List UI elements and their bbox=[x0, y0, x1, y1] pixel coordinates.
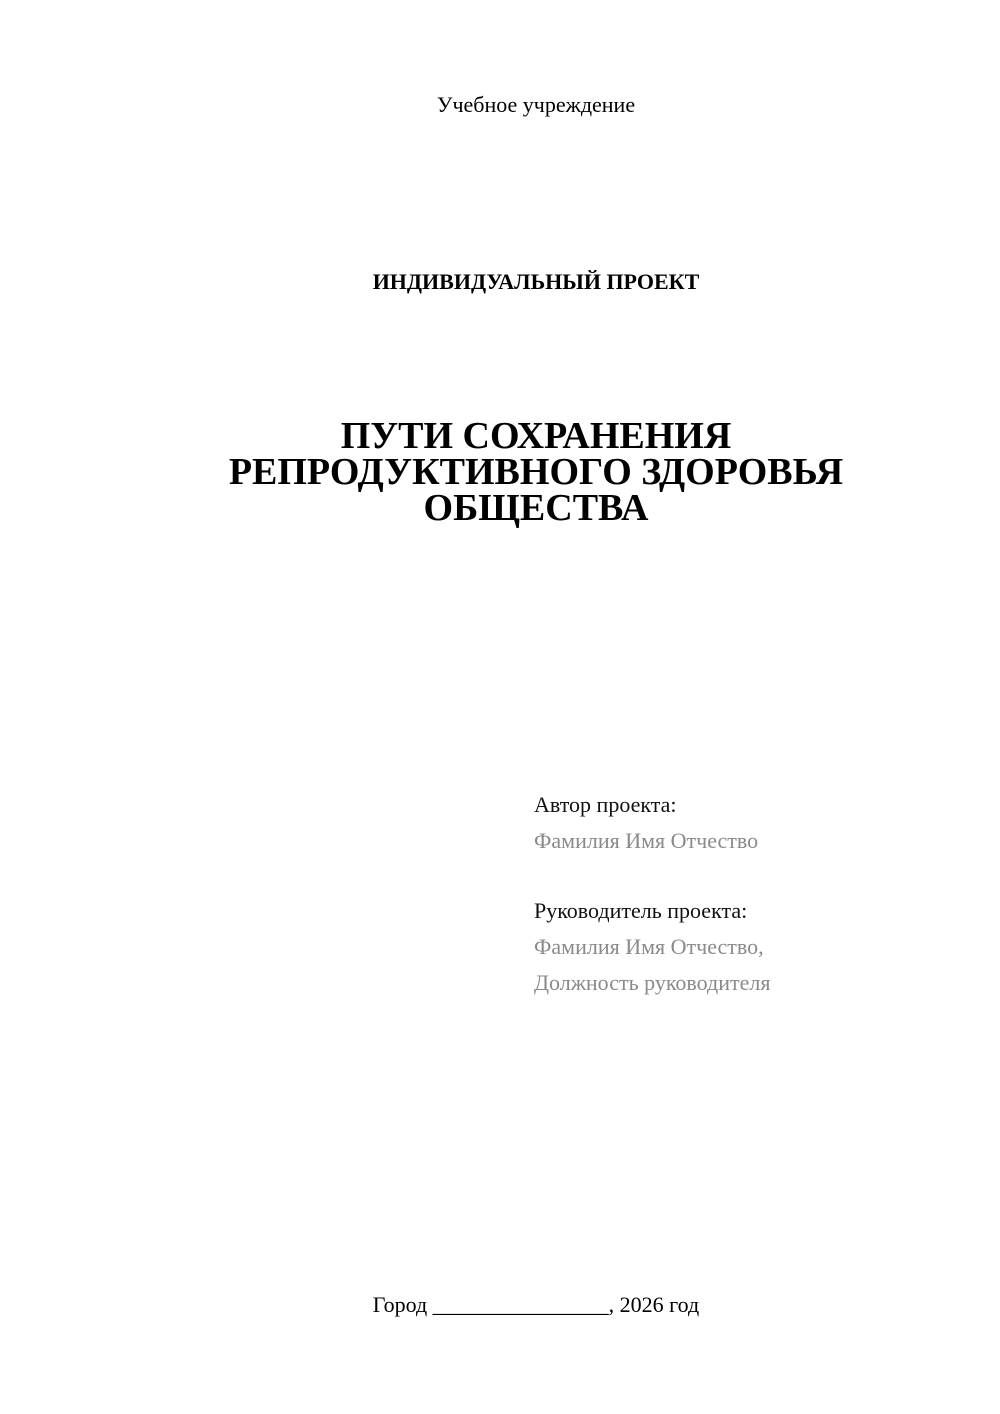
author-name: Фамилия Имя Отчество bbox=[534, 828, 759, 853]
supervisor-label: Руководитель проекта: bbox=[534, 898, 748, 923]
institution-name: Учебное учреждение bbox=[436, 92, 636, 117]
document-type: ИНДИВИДУАЛЬНЫЙ ПРОЕКТ bbox=[372, 269, 700, 294]
credits-spacer bbox=[534, 859, 974, 893]
supervisor-position: Должность руководителя bbox=[534, 970, 771, 995]
project-title-line: ПУТИ СОХРАНЕНИЯ bbox=[340, 415, 732, 457]
credits-block bbox=[534, 787, 974, 1001]
city-year-line: Город ________________, 2026 год bbox=[372, 1292, 700, 1317]
supervisor-name: Фамилия Имя Отчество, bbox=[534, 934, 764, 959]
project-title bbox=[0, 415, 1000, 529]
project-title-line: РЕПРОДУКТИВНОГО ЗДОРОВЬЯ bbox=[228, 451, 844, 493]
author-label: Автор проекта: bbox=[534, 792, 677, 817]
project-title-line: ОБЩЕСТВА bbox=[423, 487, 649, 529]
